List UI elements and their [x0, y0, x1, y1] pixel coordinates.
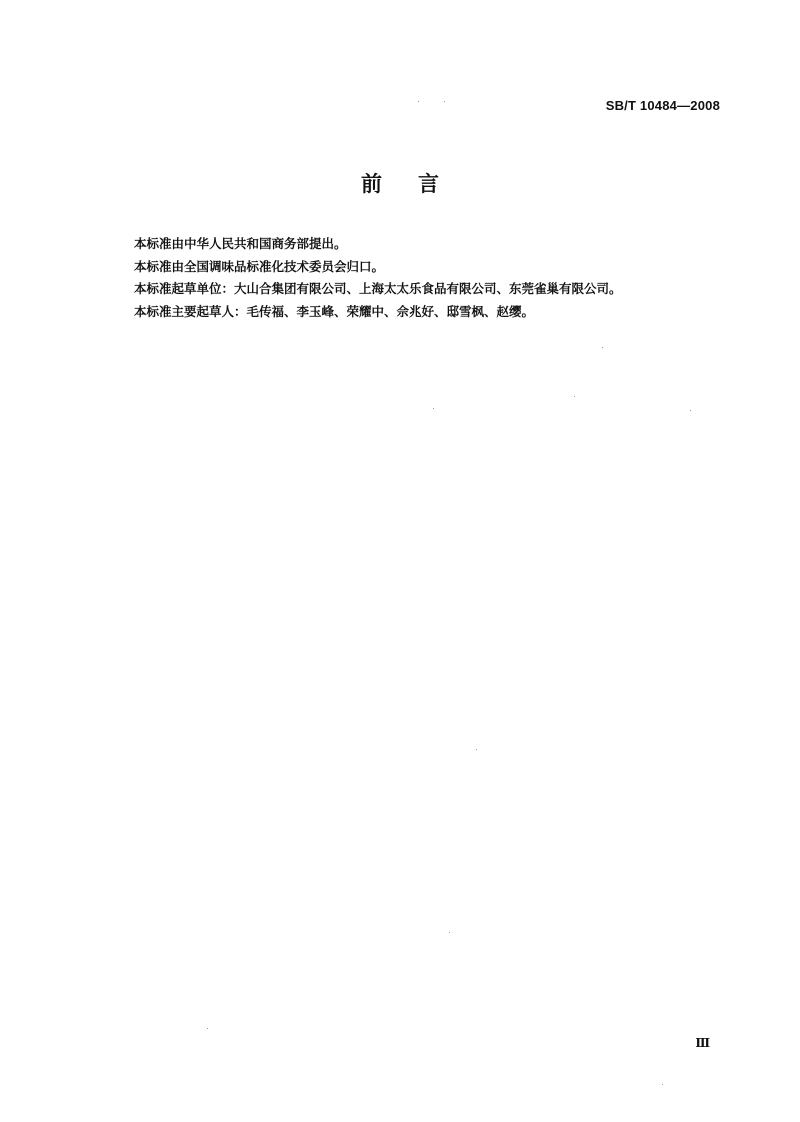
scan-speck — [449, 932, 450, 933]
scan-speck — [418, 101, 419, 102]
foreword-body — [134, 233, 694, 323]
page-number: Ⅲ — [695, 1036, 710, 1050]
scan-speck — [602, 347, 603, 348]
paragraph-drafters: 本标准主要起草人：毛传福、李玉峰、荣耀中、佘兆好、邸雪枫、赵缨。 — [134, 303, 535, 319]
scan-speck — [433, 408, 434, 409]
scan-speck — [476, 749, 477, 750]
scan-speck — [207, 1028, 208, 1029]
scan-speck — [690, 410, 691, 411]
paragraph-drafting-units: 本标准起草单位：大山合集团有限公司、上海太太乐食品有限公司、东莞雀巢有限公司。 — [134, 281, 622, 296]
paragraph-proposer: 本标准由中华人民共和国商务部提出。 — [134, 236, 347, 251]
scan-speck — [662, 1084, 663, 1085]
scan-speck — [574, 396, 575, 397]
page-title: 前言 — [361, 172, 475, 196]
scan-speck — [444, 101, 445, 102]
paragraph-committee: 本标准由全国调味品标准化技术委员会归口。 — [134, 258, 385, 274]
standard-code: SB/T 10484—2008 — [605, 98, 720, 113]
